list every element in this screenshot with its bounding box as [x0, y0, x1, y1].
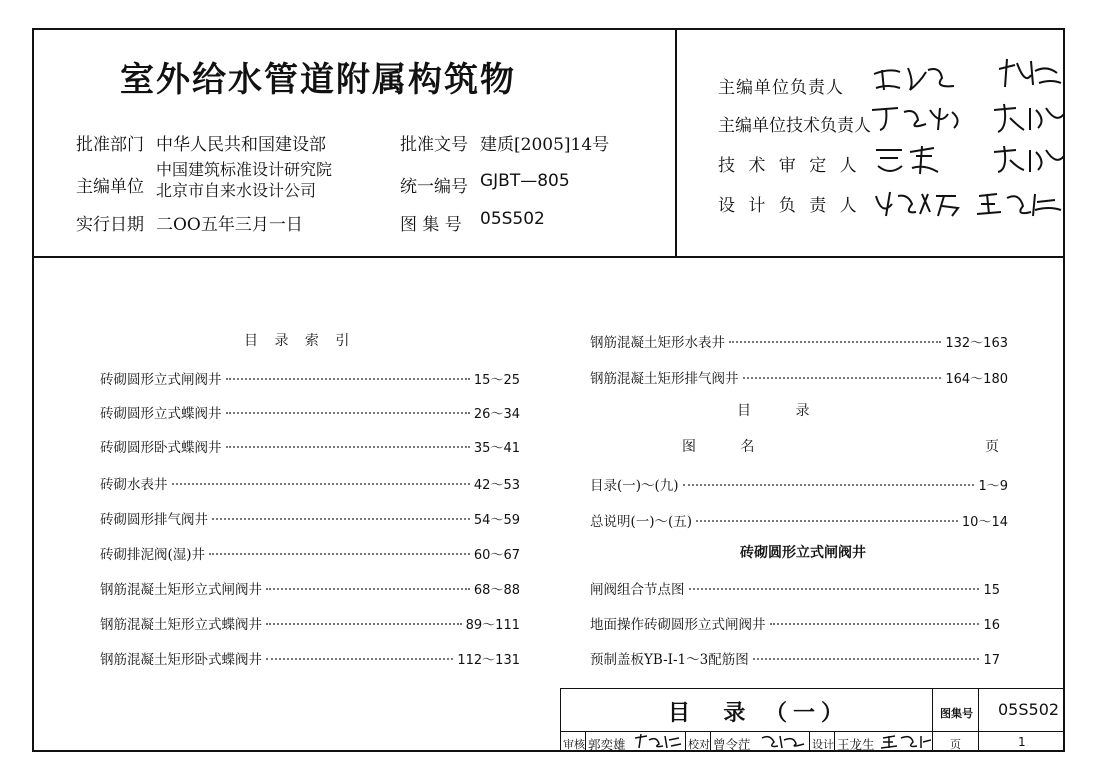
title-block-divider	[834, 731, 835, 752]
index-item	[100, 473, 520, 493]
index-item-name: 砖砌排泥阀(湿)井	[100, 547, 206, 563]
title-block-divider	[710, 731, 711, 752]
approval-doc: 建质[2005]14号	[480, 135, 610, 155]
index-item-pages: 54～59	[473, 513, 520, 528]
atlas-no-label: 图 集 号	[400, 215, 462, 235]
contents-col-page: 页	[985, 439, 999, 455]
index-item-pages: 132～163	[945, 336, 1008, 351]
contents-col-name: 图 名	[682, 439, 755, 455]
role-tech-reviewer: 技 术 审 定 人	[718, 156, 861, 176]
atlas-no-label-tb: 图集号	[940, 707, 973, 720]
index-item-name: 砖砌圆形立式闸阀井	[100, 372, 222, 388]
contents-item-pages: 10～14	[961, 515, 1008, 530]
contents-item	[590, 578, 1000, 598]
signature-design-lead	[872, 186, 962, 220]
index-heading: 目 录 索 引	[244, 333, 356, 349]
index-item	[590, 367, 1008, 387]
designer-signature	[881, 732, 931, 750]
approval-doc-label: 批准文号	[400, 135, 468, 155]
index-item	[100, 578, 520, 598]
atlas-no-tb: 05S502	[998, 700, 1060, 719]
editor-line2: 北京市自来水设计公司	[156, 181, 317, 200]
index-item-pages: 42～53	[473, 478, 520, 493]
sheet-title: 目 录 （一）	[668, 701, 849, 726]
signature-chief-unit-head	[870, 62, 960, 94]
unified-no-label: 统一编号	[400, 177, 468, 197]
reviewer: 郭奕雄	[588, 737, 626, 752]
index-item-pages: 112～131	[457, 653, 520, 668]
index-item-pages: 35～41	[473, 441, 520, 456]
index-item-name: 钢筋混凝土矩形立式蝶阀井	[100, 617, 262, 633]
design-label: 设计	[812, 738, 834, 751]
contents-item-name: 地面操作砖砌圆形立式闸阀井	[590, 617, 766, 633]
contents-item	[590, 613, 1000, 633]
index-item-pages: 60～67	[473, 548, 520, 563]
contents-section-title: 砖砌圆形立式闸阀井	[740, 545, 866, 561]
signature-tech-reviewer	[872, 142, 962, 178]
signature-tech-reviewer-2	[990, 142, 1070, 176]
page-no: 1	[1018, 735, 1026, 749]
index-item	[590, 331, 1008, 351]
role-design-lead: 设 计 负 责 人	[718, 196, 861, 216]
editor-line1: 中国建筑标准设计研究院	[156, 160, 333, 179]
title-block-divider	[585, 731, 586, 752]
effective-date: 二OO五年三月一日	[156, 215, 303, 235]
index-item	[100, 508, 520, 528]
contents-item-pages: 15	[983, 583, 1000, 598]
atlas-title: 室外给水管道附属构筑物	[120, 60, 516, 100]
signature-chief-tech-head-2	[990, 100, 1070, 136]
approval-dept: 中华人民共和国建设部	[156, 135, 326, 155]
designer: 王龙生	[837, 737, 875, 752]
contents-heading: 目 录	[737, 403, 810, 419]
contents-item-name: 目录(一)～(九)	[590, 478, 679, 494]
index-item-name: 钢筋混凝土矩形水表井	[590, 335, 725, 351]
index-item	[100, 436, 520, 456]
contents-item-name: 预制盖板YB-Ⅰ-1～3配筋图	[590, 652, 749, 668]
index-item-pages: 26～34	[473, 407, 520, 422]
role-chief-tech-head: 主编单位技术负责人	[718, 116, 871, 136]
index-item-name: 砖砌圆形立式蝶阀井	[100, 406, 222, 422]
contents-item	[590, 474, 1008, 494]
page-label: 页	[950, 738, 961, 751]
contents-item-name: 闸阀组合节点图	[590, 582, 685, 598]
index-item-pages: 164～180	[945, 372, 1008, 387]
index-item-name: 砖砌圆形排气阀井	[100, 512, 208, 528]
signature-design-lead-2	[975, 186, 1065, 220]
contents-item	[590, 648, 1000, 668]
header-vertical-divider	[675, 28, 677, 257]
contents-item-pages: 16	[983, 618, 1000, 633]
check-label: 校对	[688, 738, 710, 751]
editor-label: 主编单位	[76, 177, 144, 197]
title-block-divider	[685, 731, 686, 752]
contents-item-name: 总说明(一)～(五)	[590, 514, 693, 530]
index-item-pages: 15～25	[473, 373, 520, 388]
contents-item-pages: 1～9	[978, 479, 1008, 494]
title-block-divider	[978, 688, 979, 752]
contents-item-pages: 17	[983, 653, 1000, 668]
signature-chief-unit-head-2	[995, 55, 1065, 91]
signature-chief-tech-head	[868, 102, 968, 134]
role-chief-unit-head: 主编单位负责人	[718, 78, 844, 98]
index-item-pages: 68～88	[473, 583, 520, 598]
index-item	[100, 543, 520, 563]
title-block-divider	[809, 731, 810, 752]
index-item-pages: 89～111	[465, 618, 520, 633]
index-item	[100, 613, 520, 633]
index-item-name: 钢筋混凝土矩形立式闸阀井	[100, 582, 262, 598]
review-label: 审核	[563, 738, 585, 751]
checker: 曾令茳	[713, 737, 751, 752]
reviewer-signature	[633, 732, 683, 750]
index-item-name: 钢筋混凝土矩形排气阀井	[590, 371, 739, 387]
atlas-no: 05S502	[480, 209, 545, 229]
unified-no: GJBT—805	[480, 171, 570, 191]
index-item	[100, 402, 520, 422]
index-item	[100, 368, 520, 388]
checker-signature	[760, 732, 808, 750]
effective-date-label: 实行日期	[76, 215, 144, 235]
contents-item	[590, 510, 1008, 530]
index-item-name: 砖砌圆形卧式蝶阀井	[100, 440, 222, 456]
header-divider	[32, 256, 1065, 258]
index-item	[100, 648, 520, 668]
approval-dept-label: 批准部门	[76, 135, 144, 155]
title-block-divider	[932, 688, 933, 752]
index-item-name: 钢筋混凝土矩形卧式蝶阀井	[100, 652, 262, 668]
index-item-name: 砖砌水表井	[100, 477, 168, 493]
